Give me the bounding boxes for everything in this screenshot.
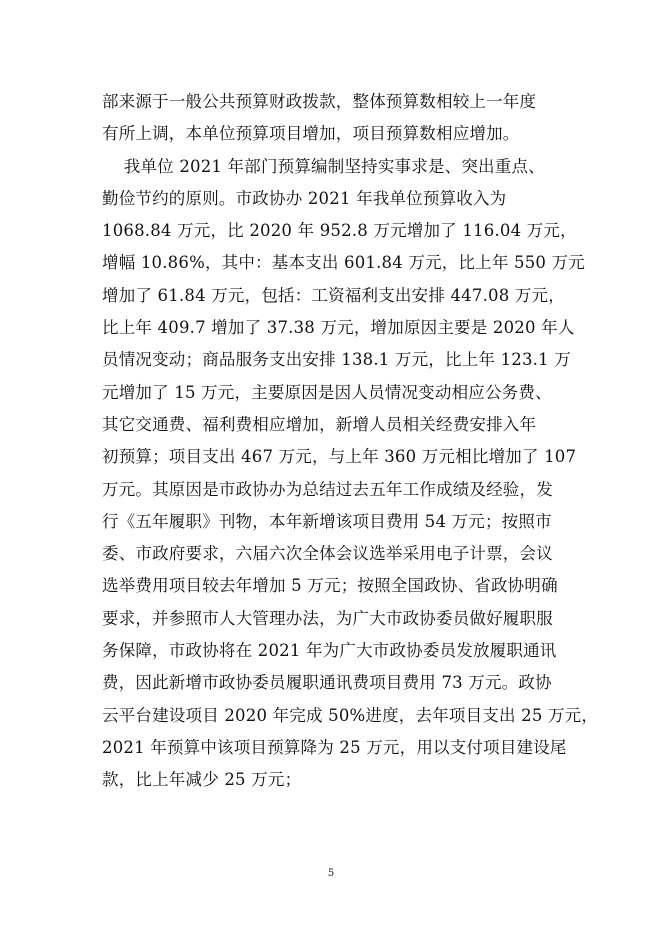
text-line: 勤俭节约的原则。市政协办 2021 年我单位预算收入为 <box>102 188 507 208</box>
text-line: 万元。其原因是市政协办为总结过去五年工作成绩及经验，发 <box>102 479 553 499</box>
page-number: 5 <box>327 868 335 879</box>
text-line: 务保障，市政协将在 2021 年为广大市政协委员发放履职通讯 <box>102 641 557 661</box>
text-line: 增幅 10.86%，其中：基本支出 601.84 万元，比上年 550 万元 <box>102 253 585 273</box>
paragraph-2 <box>102 151 599 797</box>
text-line: 行《五年履职》刊物，本年新增该项目费用 54 万元；按照市 <box>102 511 552 531</box>
text-line: 初预算；项目支出 467 万元，与上年 360 万元相比增加了 107 <box>102 447 577 467</box>
text-line: 云平台建设项目 2020 年完成 50%进度，去年项目支出 25 万元， <box>102 705 599 725</box>
text-line: 选举费用项目较去年增加 5 万元；按照全国政协、省政协明确 <box>102 576 558 596</box>
text-line: 2021 年预算中该项目预算降为 25 万元，用以支付项目建设尾 <box>102 737 567 757</box>
text-line: 款，比上年减少 25 万元； <box>102 770 302 790</box>
text-line: 1068.84 万元，比 2020 年 952.8 万元增加了 116.04 万元， <box>102 221 577 241</box>
body-text <box>102 86 599 797</box>
paragraph-1 <box>102 86 572 151</box>
text-line: 部来源于一般公共预算财政拨款，整体预算数相较上一年度 <box>102 92 537 111</box>
text-line: 我单位 2021 年部门预算编制坚持实事求是、突出重点、 <box>102 156 545 176</box>
text-line: 委、市政府要求，六届六次全体会议选举采用电子计票，会议 <box>102 544 553 564</box>
text-line: 要求，并参照市人大管理办法，为广大市政协委员做好履职服 <box>102 608 553 628</box>
text-line: 增加了 61.84 万元，包括：工资福利支出安排 447.08 万元， <box>102 285 565 305</box>
text-line: 费，因此新增市政协委员履职通讯费项目费用 73 万元。政协 <box>102 673 552 693</box>
text-line: 元增加了 15 万元，主要原因是因人员情况变动相应公务费、 <box>102 382 552 402</box>
text-line: 有所上调，本单位预算项目增加，项目预算数相应增加。 <box>102 124 520 144</box>
text-line: 员情况变动；商品服务支出安排 138.1 万元，比上年 123.1 万 <box>102 350 571 370</box>
text-line: 比上年 409.7 增加了 37.38 万元，增加原因主要是 2020 年人 <box>102 318 575 338</box>
text-line: 其它交通费、福利费相应增加，新增人员相关经费安排入年 <box>102 414 537 434</box>
